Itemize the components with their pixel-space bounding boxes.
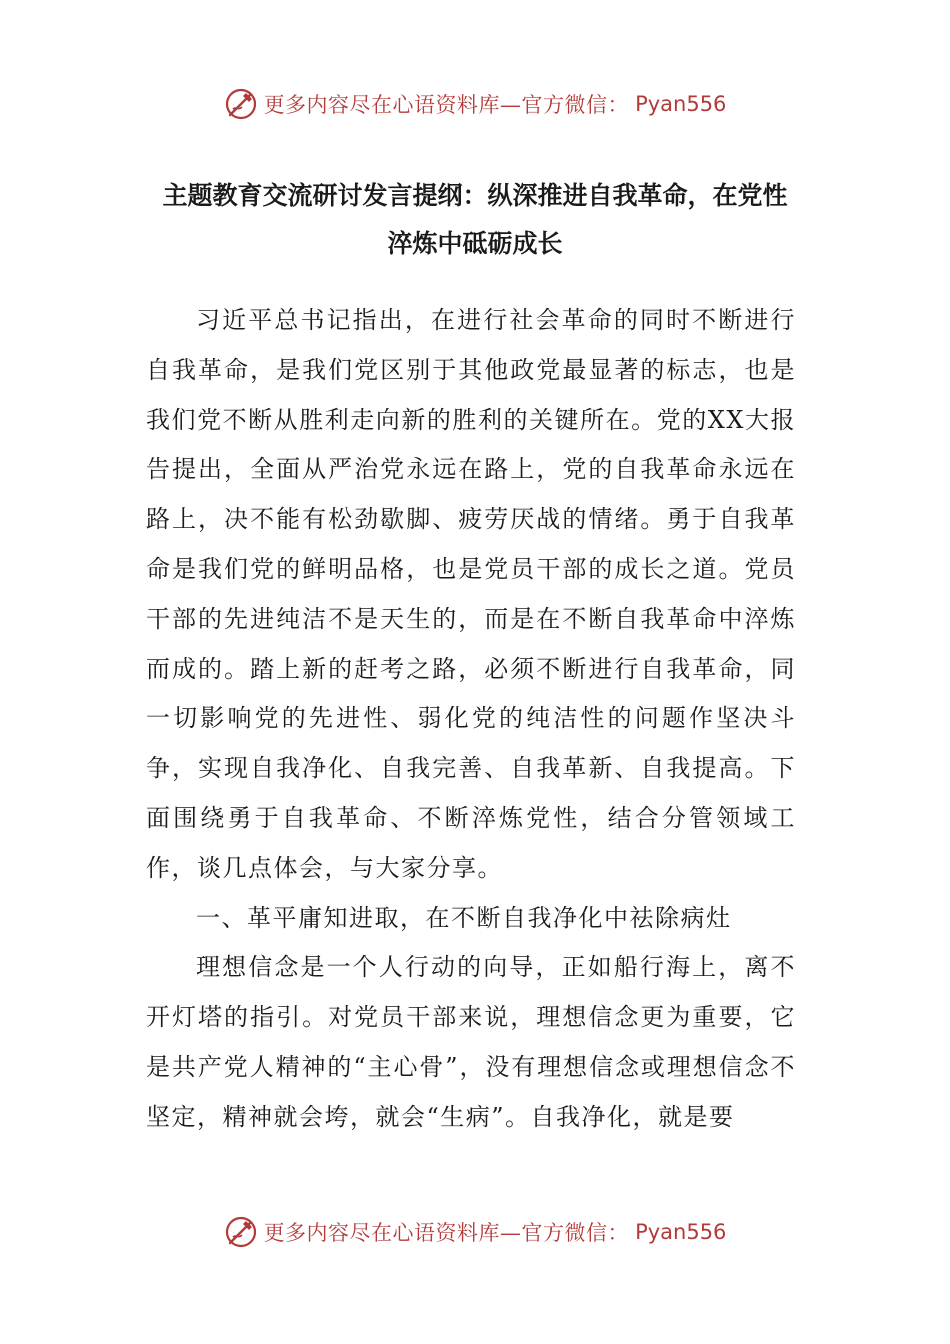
document-body — [146, 296, 796, 1143]
watermark-wechat-id: Pyan556 — [635, 92, 727, 116]
footer-watermark — [0, 1212, 950, 1252]
pen-circle-logo-icon — [224, 87, 258, 121]
header-watermark — [0, 84, 950, 124]
pen-circle-logo-icon — [224, 1215, 258, 1249]
section-heading-1: 一、革平庸知进取，在不断自我净化中祛除病灶 — [196, 903, 732, 932]
title-line-1: 主题教育交流研讨发言提纲：纵深推进自我革命，在党性 — [162, 181, 788, 210]
document-title — [140, 172, 810, 268]
watermark-text: 更多内容尽在心语资料库—官方微信： — [263, 1221, 630, 1245]
paragraph-section-1: 理想信念是一个人行动的向导，正如船行海上，离不开灯塔的指引。对党员干部来说，理想信念更为重要，它是共产党人精神的“主心骨”，没有理想信念或理想信念不坚定，精神就会垮，就会“生病”。自我净化，就是要 — [146, 953, 796, 1131]
watermark-wechat-id: Pyan556 — [635, 1220, 727, 1244]
title-line-2: 淬炼中砥砺成长 — [387, 229, 563, 258]
paragraph-intro: 习近平总书记指出，在进行社会革命的同时不断进行自我革命，是我们党区别于其他政党最显著的标志，也是我们党不断从胜利走向新的胜利的关键所在。党的XX大报告提出，全面从严治党永远在路上，党的自我革命永远在路上，决不能有松劲歇脚、疲劳厌战的情绪。勇于自我革命是我们党的鲜明品格，也是党员干部的成长之道。党员干部的先进纯洁不是天生的，而是在不断自我革命中淬炼而成的。踏上新的赶考之路，必须不断进行自我革命，同一切影响党的先进性、弱化党的纯洁性的问题作坚决斗争，实现自我净化、自我完善、自我革新、自我提高。下面围绕勇于自我革命、不断淬炼党性，结合分管领域工作，谈几点体会，与大家分享。 — [146, 306, 796, 882]
watermark-text: 更多内容尽在心语资料库—官方微信： — [263, 93, 630, 117]
